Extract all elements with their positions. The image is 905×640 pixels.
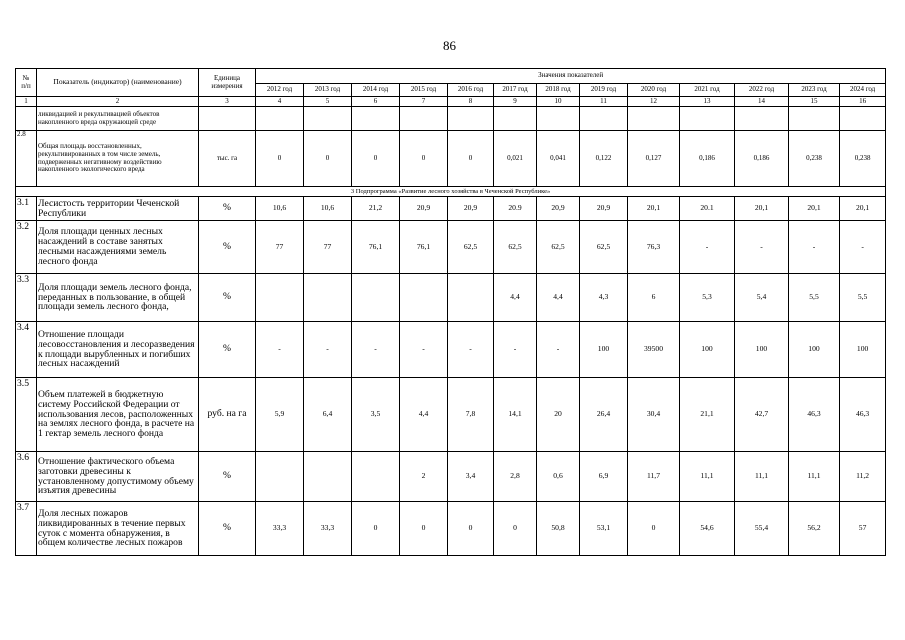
header-year: 2013 год — [304, 84, 352, 97]
row-value: 0,186 — [680, 131, 735, 187]
column-number: 13 — [680, 97, 735, 107]
row-value — [352, 107, 400, 131]
row-number — [16, 107, 37, 131]
section-row — [16, 187, 886, 197]
header-year: 2012 год — [256, 84, 304, 97]
header-unit: Единица измерения — [199, 69, 256, 97]
table-row — [16, 131, 886, 187]
row-unit: % — [199, 221, 256, 274]
row-value: 0 — [494, 502, 537, 556]
column-number: 6 — [352, 97, 400, 107]
row-value: 0 — [628, 502, 680, 556]
row-value: 4,4 — [537, 274, 580, 322]
row-value: 4,4 — [494, 274, 537, 322]
row-value: 20,1 — [840, 197, 886, 221]
row-value — [628, 107, 680, 131]
column-number: 11 — [580, 97, 628, 107]
column-number: 10 — [537, 97, 580, 107]
column-number: 4 — [256, 97, 304, 107]
row-unit — [199, 107, 256, 131]
header-year: 2023 год — [789, 84, 840, 97]
row-value: 3,4 — [448, 452, 494, 502]
row-value: 11,1 — [735, 452, 789, 502]
row-indicator: Доля площади ценных лесных насаждений в составе занятых лесными насаждениями земель лесного фонда — [37, 221, 199, 274]
row-value — [256, 274, 304, 322]
row-value: 62,5 — [494, 221, 537, 274]
row-value: 5,5 — [840, 274, 886, 322]
header-year: 2015 год — [400, 84, 448, 97]
row-value — [256, 452, 304, 502]
header-num: № п/п — [16, 69, 37, 97]
row-value: 20,1 — [628, 197, 680, 221]
column-number: 7 — [400, 97, 448, 107]
row-indicator: Лесистость территории Чеченской Республики — [37, 197, 199, 221]
row-value: 76,1 — [352, 221, 400, 274]
row-value: 0,127 — [628, 131, 680, 187]
table-row — [16, 197, 886, 221]
row-value: 11,1 — [789, 452, 840, 502]
row-value: 11,1 — [680, 452, 735, 502]
row-value — [840, 107, 886, 131]
column-number: 3 — [199, 97, 256, 107]
row-value: 77 — [256, 221, 304, 274]
row-value: 3,5 — [352, 378, 400, 452]
row-value: 0 — [304, 131, 352, 187]
row-value — [304, 274, 352, 322]
row-value: 0 — [448, 131, 494, 187]
row-value: - — [400, 322, 448, 378]
row-indicator: ликвидацией и рекультивацией объектов накопленного вреда окружающей среде — [37, 107, 199, 131]
row-value: 0,238 — [789, 131, 840, 187]
row-value: 0,122 — [580, 131, 628, 187]
row-number: 3.6 — [16, 452, 37, 502]
row-value — [537, 107, 580, 131]
header-year: 2019 год — [580, 84, 628, 97]
header-year: 2020 год — [628, 84, 680, 97]
table-row — [16, 107, 886, 131]
row-value — [789, 107, 840, 131]
row-value — [352, 274, 400, 322]
row-value: 6,4 — [304, 378, 352, 452]
row-value: 4,3 — [580, 274, 628, 322]
row-value: 0,041 — [537, 131, 580, 187]
row-number: 3.3 — [16, 274, 37, 322]
row-indicator: Общая площадь восстановленных, рекультивированных в том числе земель, подверженных негативному воздействию накопленного экологического вреда — [37, 131, 199, 187]
row-value — [448, 274, 494, 322]
row-value: 20,9 — [400, 197, 448, 221]
header-year: 2021 год — [680, 84, 735, 97]
row-value: 20 — [537, 378, 580, 452]
row-unit: % — [199, 322, 256, 378]
table-row — [16, 322, 886, 378]
row-value — [304, 107, 352, 131]
column-number: 5 — [304, 97, 352, 107]
row-value: 21,2 — [352, 197, 400, 221]
row-value: 42,7 — [735, 378, 789, 452]
column-number: 1 — [16, 97, 37, 107]
column-number: 15 — [789, 97, 840, 107]
row-value: 0 — [352, 502, 400, 556]
row-value: - — [840, 221, 886, 274]
row-value — [400, 274, 448, 322]
column-number: 2 — [37, 97, 199, 107]
row-value: 5,5 — [789, 274, 840, 322]
column-number: 9 — [494, 97, 537, 107]
row-value: 62,5 — [580, 221, 628, 274]
row-value: - — [304, 322, 352, 378]
row-value: 100 — [680, 322, 735, 378]
row-value: 46,3 — [789, 378, 840, 452]
row-value: 7,8 — [448, 378, 494, 452]
header-values-title: Значения показателей — [256, 69, 886, 84]
row-value: 20,9 — [580, 197, 628, 221]
row-value: 0,186 — [735, 131, 789, 187]
row-value: 5,4 — [735, 274, 789, 322]
row-value — [735, 107, 789, 131]
row-value: 26,4 — [580, 378, 628, 452]
row-value: 46,3 — [840, 378, 886, 452]
row-value: 20,1 — [735, 197, 789, 221]
row-value — [352, 452, 400, 502]
row-value: 76,3 — [628, 221, 680, 274]
header-year: 2022 год — [735, 84, 789, 97]
row-value — [400, 107, 448, 131]
row-value: 0 — [400, 131, 448, 187]
row-value: 50,8 — [537, 502, 580, 556]
row-value: 33,3 — [256, 502, 304, 556]
row-value: 0,6 — [537, 452, 580, 502]
column-number: 14 — [735, 97, 789, 107]
row-value: 100 — [580, 322, 628, 378]
row-unit: % — [199, 274, 256, 322]
table-row — [16, 452, 886, 502]
row-value — [580, 107, 628, 131]
row-value: 54,6 — [680, 502, 735, 556]
row-value: 55,4 — [735, 502, 789, 556]
row-value: 14,1 — [494, 378, 537, 452]
row-value: - — [494, 322, 537, 378]
row-value: 62,5 — [537, 221, 580, 274]
row-number: 2.8 — [16, 131, 37, 187]
row-value: 6 — [628, 274, 680, 322]
row-value: - — [680, 221, 735, 274]
row-value: 0,021 — [494, 131, 537, 187]
header-year: 2014 год — [352, 84, 400, 97]
row-unit: руб. на га — [199, 378, 256, 452]
column-number: 12 — [628, 97, 680, 107]
indicators-table — [15, 68, 886, 556]
header-year: 2018 год — [537, 84, 580, 97]
row-number: 3.2 — [16, 221, 37, 274]
row-value: 33,3 — [304, 502, 352, 556]
table-row — [16, 378, 886, 452]
row-value: - — [256, 322, 304, 378]
row-number: 3.5 — [16, 378, 37, 452]
row-value: 0 — [256, 131, 304, 187]
row-value: 100 — [735, 322, 789, 378]
header-indicator: Показатель (индикатор) (наименование) — [37, 69, 199, 97]
table-row — [16, 274, 886, 322]
row-indicator: Доля лесных пожаров ликвидированных в течение первых суток с момента обнаружения, в общем количестве лесных пожаров — [37, 502, 199, 556]
row-indicator: Отношение фактического объема заготовки древесины к установленному допустимому объему изъятия древесины — [37, 452, 199, 502]
row-number: 3.4 — [16, 322, 37, 378]
row-value: 62,5 — [448, 221, 494, 274]
header-year: 2017 год — [494, 84, 537, 97]
row-value: 11,2 — [840, 452, 886, 502]
row-unit: % — [199, 197, 256, 221]
row-value — [680, 107, 735, 131]
row-indicator: Доля площади земель лесного фонда, переданных в пользование, в общей площади земель лесного фонда, — [37, 274, 199, 322]
row-value: 0,238 — [840, 131, 886, 187]
page-number: 86 — [443, 38, 456, 53]
row-value: 57 — [840, 502, 886, 556]
row-value — [256, 107, 304, 131]
row-unit: % — [199, 502, 256, 556]
row-indicator: Отношение площади лесовосстановления и лесоразведения к площади вырубленных и погибших лесных насаждений — [37, 322, 199, 378]
header-year: 2016 год — [448, 84, 494, 97]
table-row — [16, 221, 886, 274]
row-value — [304, 452, 352, 502]
row-value: 4,4 — [400, 378, 448, 452]
row-value: 10,6 — [256, 197, 304, 221]
row-value: 100 — [789, 322, 840, 378]
row-value: 20,9 — [537, 197, 580, 221]
row-value: 5,3 — [680, 274, 735, 322]
row-value: 77 — [304, 221, 352, 274]
row-value: 5,9 — [256, 378, 304, 452]
row-value: 20.9 — [494, 197, 537, 221]
row-value: 6,9 — [580, 452, 628, 502]
row-value: - — [448, 322, 494, 378]
table-row — [16, 502, 886, 556]
row-value: 30,4 — [628, 378, 680, 452]
row-unit: % — [199, 452, 256, 502]
section-title: 3 Подпрограмма «Развитие лесного хозяйства в Чеченской Республике» — [16, 187, 886, 197]
row-value: 39500 — [628, 322, 680, 378]
row-number: 3.7 — [16, 502, 37, 556]
row-value — [494, 107, 537, 131]
row-value: 11,7 — [628, 452, 680, 502]
column-number: 8 — [448, 97, 494, 107]
row-value: 21,1 — [680, 378, 735, 452]
row-value: 20,9 — [448, 197, 494, 221]
row-value: 10,6 — [304, 197, 352, 221]
column-number: 16 — [840, 97, 886, 107]
row-value: 2 — [400, 452, 448, 502]
row-value — [448, 107, 494, 131]
row-unit: тыс. га — [199, 131, 256, 187]
row-value: 100 — [840, 322, 886, 378]
row-value: - — [735, 221, 789, 274]
row-indicator: Объем платежей в бюджетную систему Российской Федерации от использования лесов, расположенных на землях лесного фонда, в расчете на 1 гектар земель лесного фонда — [37, 378, 199, 452]
row-value: 53,1 — [580, 502, 628, 556]
row-value: 20,1 — [789, 197, 840, 221]
row-value: - — [537, 322, 580, 378]
row-value: 20.1 — [680, 197, 735, 221]
row-value: 76,1 — [400, 221, 448, 274]
row-value: - — [789, 221, 840, 274]
header-year: 2024 год — [840, 84, 886, 97]
row-value: 0 — [352, 131, 400, 187]
row-value: 56,2 — [789, 502, 840, 556]
row-value: 0 — [400, 502, 448, 556]
row-value: 2,8 — [494, 452, 537, 502]
row-value: - — [352, 322, 400, 378]
row-value: 0 — [448, 502, 494, 556]
row-number: 3.1 — [16, 197, 37, 221]
